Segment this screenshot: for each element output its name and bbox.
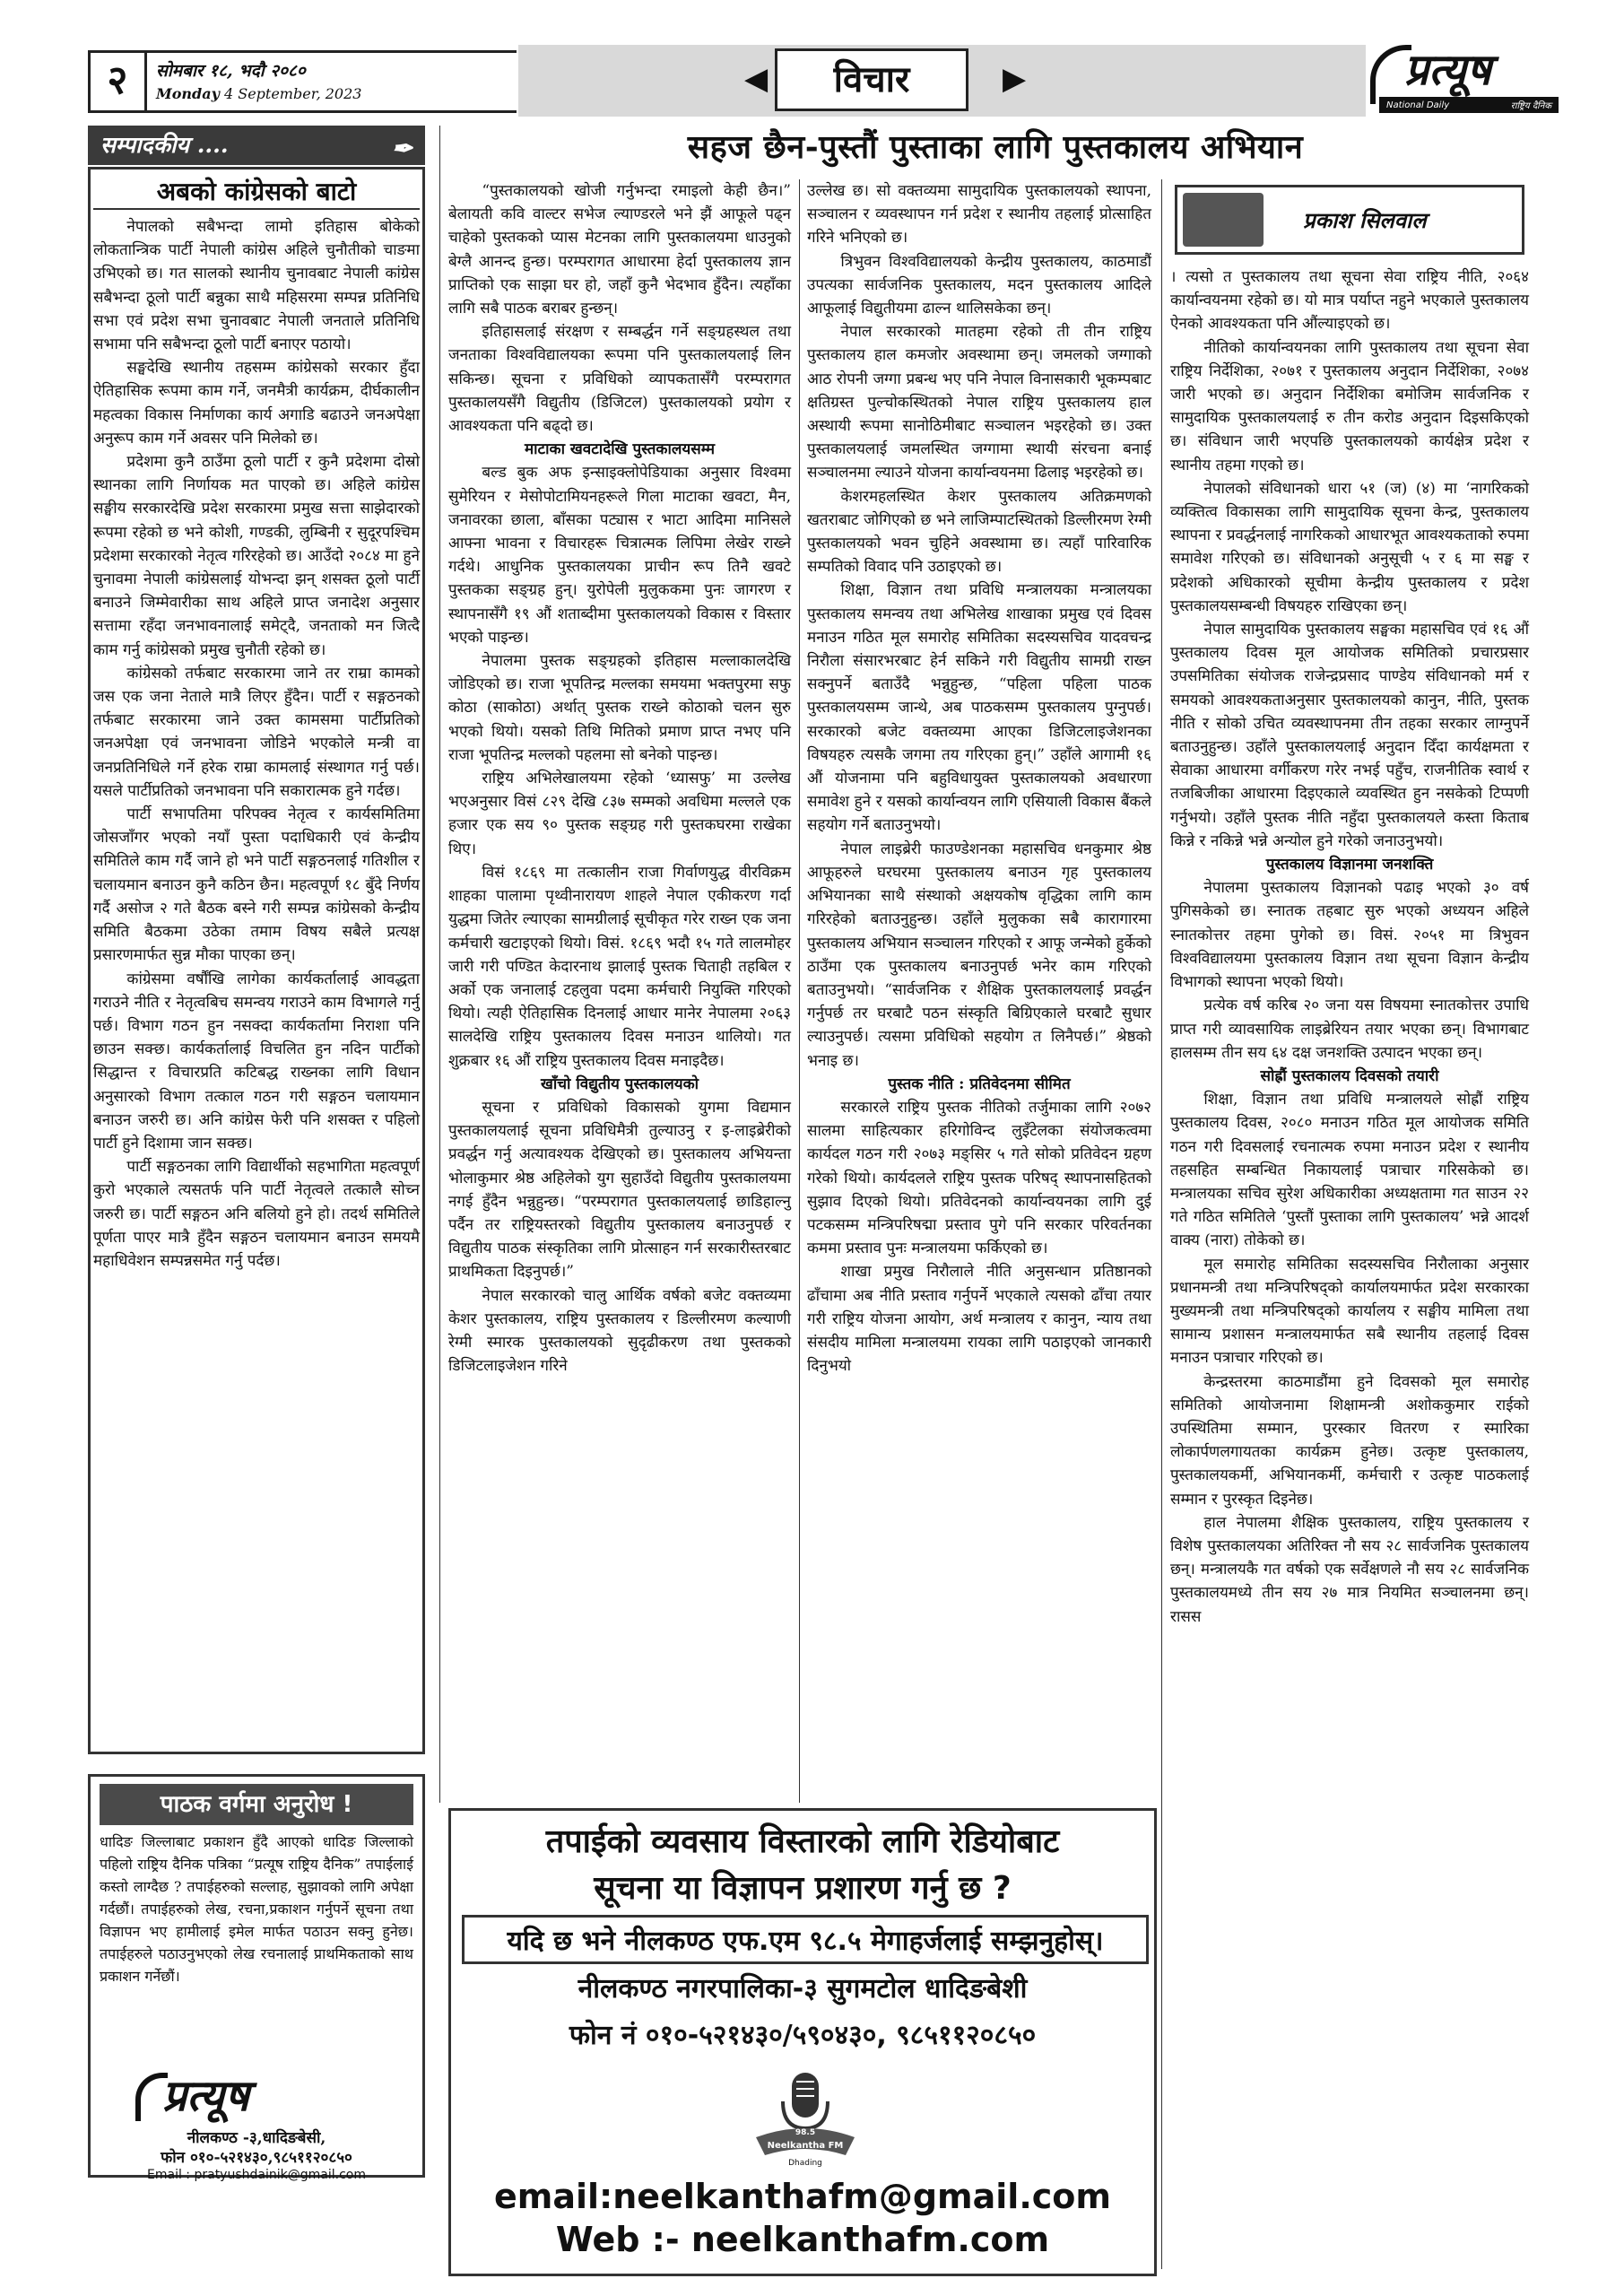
page-number: २ (88, 50, 147, 113)
article-paragraph: नेपालको संविधानको धारा ५१ (ज) (४) मा ‘नागरिकको व्यक्तित्व विकासका लागि सामुदायिक सूचना केन्द्र, पुस्तकालय स्थापना र प्रवर्द्धनलाई नागरिकको आधारभूत आवश्यकताको रुपमा समावेश गरिएको छ। संविधानको अनुसूची ५ र ६ मा सङ्घ र प्रदेशको अधिकारको सूचीमा केन्द्रीय पुस्तकालय र प्रदेश पुस्तकालयसम्बन्धी विषयहरु राखिएका छन्। (1170, 479, 1529, 615)
column-divider (1161, 179, 1162, 2269)
article-subheading: पुस्तक नीति : प्रतिवेदनमा सीमित (888, 1074, 1071, 1093)
article-paragraph: हाल नेपालमा शैक्षिक पुस्तकालय, राष्ट्रिय पुस्तकालय र विशेष पुस्तकालयका अतिरिक्त नौ सय २८ सार्वजनिक पुस्तकालय छन्। मन्त्रालयकै गत वर्षको एक सर्वेक्षणले नौ सय २८ सार्वजनिक पुस्तकालयमध्ये तीन सय २७ मात्र नियमित सञ्चालनमा छन्। रासस (1170, 1513, 1529, 1626)
editorial-body (93, 215, 420, 1273)
article-paragraph: उल्लेख छ। सो वक्तव्यमा सामुदायिक पुस्तकालयको स्थापना, सञ्चालन र व्यवस्थापन गर्न प्रदेश र स्थानीय तहलाई प्रोत्साहित गरिने भनिएको छ। (807, 182, 1151, 248)
article-paragraph: केशरमहलस्थित केशर पुस्तकालय अतिक्रमणको खतराबाट जोगिएको छ भने लाजिम्पाटस्थितको डिल्लीरमण रेग्मी पुस्तकालयको भवन चुहिने अवस्थामा छ। त्यहाँ पारिवारिक सम्पतिको विवाद पनि उठाइएको छ। (807, 487, 1151, 577)
editorial-label: सम्पादकीय .... (100, 132, 229, 158)
article-paragraph: सूचना र प्रविधिको विकासको युगमा विद्यमान पुस्तकालयलाई सूचना प्रविधिमैत्री तुल्याउनु र इ-लाइब्रेरीको प्रवर्द्धन गर्नु अत्यावश्यक देखिएको छ। पुस्तकालय अभियन्ता भोलाकुमार श्रेष्ठ अहिलेको युग सुहाउँदो विद्युतीय पुस्तकालयमा नगई हुँदैन भन्नुहुन्छ। “परम्परागत पुस्तकालयलाई छाडिहाल्नु पर्दैन तर राष्ट्रियस्तरको विद्युतीय पुस्तकालय बनाउनुपर्छ र विद्युतीय पाठक संस्कृतिका लागि प्रोत्साहन गर्न सरकारीस्तरबाट प्राथमिकता दिइनुपर्छ।” (448, 1098, 791, 1282)
article-paragraph: सरकारले राष्ट्रिय पुस्तक नीतिको तर्जुमाका लागि २०७२ सालमा साहित्यकार हरिगोविन्द लुइँटेलका संयोजकत्वमा कार्यदल गठन गरी २०७३ मङ्सिर ५ गते सोको प्रतिवेदन ग्रहण गरेको थियो। कार्यदलले राष्ट्रिय पुस्तक परिषद् स्थापनासहितको सुझाव दिएको थियो। प्रतिवेदनको कार्यान्वयनका लागि दुई पटकसम्म मन्त्रिपरिषद्मा प्रस्ताव पुगे पनि सरकार परिवर्तनका कममा प्रस्ताव पुनः मन्त्रालयमा फर्किएको छ। (807, 1098, 1151, 1258)
article-paragraph: प्रत्येक वर्ष करिब २० जना यस विषयमा स्नातकोत्तर उपाधि प्राप्त गरी व्यावसायिक लाइब्रेरियन तयार भएका छन्। विभागबाट हालसम्म तीन सय ६४ दक्ष जनशक्ति उत्पादन भएका छन्। (1170, 996, 1529, 1062)
author-photo (1183, 193, 1264, 247)
notice-address-block (100, 2128, 413, 2168)
column-divider (439, 126, 440, 1803)
article-paragraph: त्रिभुवन विश्वविद्यालयको केन्द्रीय पुस्तकालय, काठमाडौं उपत्यका सार्वजनिक पुस्तकालय, मदन पुस्तकालय आदिले आफूलाई विद्युतीयमा ढाल्न थालिसकेका छन्। (807, 252, 1151, 318)
ad-email: email:neelkanthafm@gmail.com (494, 2177, 1111, 2216)
article-paragraph: । त्यसो त पुस्तकालय तथा सूचना सेवा राष्ट्रिय नीति, २०६४ कार्यान्वयनमा रहेको छ। यो मात्र पर्याप्त नहुने भएकाले पुस्तकालय ऐनको आवश्यकता पनि औंल्याइएको छ। (1170, 268, 1529, 334)
ad-line-4: नीलकण्ठ नगरपालिका-३ सुगमटोल धादिङबेशी (578, 1973, 1028, 2005)
radio-logo-label: Neelkantha FM (767, 2141, 844, 2151)
article-paragraph: बल्ड बुक अफ इन्साइक्लोपेडियाका अनुसार विश्वमा सुमेरियन र मेसोपोटामियनहरूले गिला माटाका खवटा, मैन, जनावरका छाला, बाँसका पट्यास र भाटा आदिमा मानिसले आफ्ना भावना र विचारहरू चित्रात्मक लिपिमा लेखेर राख्ने गर्दथे। आधुनिक पुस्तकालयका प्राचीन रूप तिनै खवटे पुस्तकका सङ्ग्रह हुन्। युरोपेली मुलुककमा पुनः जागरण र स्थापनासँगै १९ औं शताब्दीमा पुस्तकालयको विकास र विस्तार भएको पाइन्छ। (448, 464, 791, 647)
column-divider (799, 179, 800, 1803)
author-name: प्रकाश सिलवाल (1303, 207, 1427, 233)
editorial-paragraph: पार्टी सङ्गठनका लागि विद्यार्थीको सहभागिता महत्वपूर्ण कुरो भएकाले त्यसतर्फ पनि पार्टी नेतृत्वले तत्कालै सोच्न जरुरी छ। पार्टी सङ्गठन अनि बलियो हुने हो। तदर्थ समितिले पूर्णता पाएर मात्रै हुँदैन सङ्गठन चलायमान बनाउन समयमै महाधिवेशन सम्पन्नसमेत गर्नु पर्दछ। (93, 1158, 420, 1270)
article-paragraph: नेपाल सरकारको मातहमा रहेको ती तीन राष्ट्रिय पुस्तकालय हाल कमजोर अवस्थामा छन्। जमलको जग्गाको आठ रोपनी जग्गा प्रबन्ध भए पनि नेपाल विनासकारी भूकम्पबाट क्षतिग्रस्त पुल्चोकस्थितको नेपाल राष्ट्रिय पुस्तकालय हाल अस्थायी रूपमा सानोठिमीबाट सञ्चालन भइरहेको छ। उक्त पुस्तकालयलाई जमलस्थित जग्गामा स्थायी संरचना बनाई सञ्चालनमा ल्याउने योजना कार्यान्वयनमा ढिलाइ भइरहेको छ। (807, 323, 1151, 483)
ad-line-5: फोन नं ०१०-५२१४३०/५९०४३०, ९८५११२०८५० (569, 2020, 1037, 2051)
article-subheading: माटाका खवटादेखि पुस्तकालयसम्म (524, 440, 716, 459)
article-paragraph: नेपाल सरकारको चालु आर्थिक वर्षको बजेट वक्तव्यमा केशर पुस्तकालय, राष्ट्रिय पुस्तकालय र डिल्लीरमण कल्याणी रेग्मी स्मारक पुस्तकालयको सुदृढीकरण तथा पुस्तकको डिजिटलाइजेशन गरिने (448, 1286, 791, 1376)
article-paragraph: नेपालमा पुस्तक सङ्ग्रहको इतिहास मल्लाकालदेखि जोडिएको छ। राजा भूपतिन्द्र मल्लका समयमा भक्तपुरमा सफु कोठा (साकोठा) अर्थात् पुस्तक राख्ने कोठाको चलन सुरु भएको थियो। यसको तिथि मितिको प्रमाण प्राप्त नभए पनि राजा भूपतिन्द्र मल्लको पहलमा सो बनेको पाइन्छ। (448, 652, 791, 764)
editorial-rule (93, 208, 420, 210)
masthead (88, 43, 1551, 124)
logo-text: प्रत्यूष (1404, 45, 1491, 95)
article-paragraph: केन्द्रस्तरमा काठमाडौंमा हुने दिवसको मूल समारोह समितिको आयोजनामा शिक्षामन्त्री अशोककुमार राईको उपस्थितिमा सम्मान, पुरस्कार वितरण र स्मारिका लोकार्पणलगायतका कार्यक्रम हुनेछ। उत्कृष्ट पुस्तकालय, पुस्तकालयकर्मी, अभियानकर्मी, कर्मचारी र उत्कृष्ट पाठकलाई सम्मान र पुरस्कृत दिइनेछ। (1170, 1372, 1529, 1509)
logo-sub-right: राष्ट्रिय दैनिक (1510, 101, 1551, 111)
editorial-header (88, 126, 425, 165)
pen-icon: ✒ (391, 134, 413, 163)
article-paragraph: मूल समारोह समितिका सदस्यसचिव निरौलाका अनुसार प्रधानमन्त्री तथा मन्त्रिपरिषद्को कार्यालयमार्फत प्रदेश सरकारका मुख्यमन्त्री तथा मन्त्रिपरिषद्को कार्यालय र सङ्घीय मामिला तथा सामान्य प्रशासन मन्त्रालयमार्फत सबै स्थानीय तहलाई दिवस मनाउन पत्राचार गरिएको छ। (1170, 1255, 1529, 1368)
article-paragraph: शिक्षा, विज्ञान तथा प्रविधि मन्त्रालयका मन्त्रालयका पुस्तकालय समन्वय तथा अभिलेख शाखाका प्रमुख एवं दिवस मनाउन गठित मूल समारोह समितिका सदस्यसचिव यादवचन्द्र निरौला संसारभरबाट हेर्न सकिने गरी विद्युतीय सामग्री राख्न सक्नुपर्ने बताउँदै भन्नुहुन्छ, “पहिला पहिला पाठक पुस्तकालयसम्म जान्थे, अब पाठकसम्म पुस्तकालय पुग्नुपर्छ। सरकारको बजेट वक्तव्यमा आएका डिजिटलाइजेशनका विषयहरु त्यसकै जगमा तय गरिएका हुन्।” उहाँले आगामी १६ औं योजनामा पनि बहुविधायुक्त पुस्तकालयको अवधारणा समावेश हुने र यसको कार्यान्वयन लागि एसियाली विकास बैंकले सहयोग गर्ने बताउनुभयो। (807, 581, 1151, 835)
editorial-paragraph: कांग्रेसमा वर्षौंखि लागेका कार्यकर्तालाई आवद्धता गराउने नीति र नेतृत्वबिच समन्वय गराउने काम विभागले गर्नु पर्छ। विभाग गठन हुन नसक्दा कार्यकर्तामा निराशा पनि छाउन सक्छ। कार्यकर्तालाई विचलित हुन नदिन पार्टीको सिद्धान्त र विचारप्रति कटिबद्ध राख्नका लागि विधान अनुसारको विभाग तत्काल गठन गरी सङ्गठन चलायमान बनाउन जरुरी छ। अनि कांग्रेस फेरी पनि शसक्त र पहिलो पार्टी हुने दिशामा जान सक्छ। (93, 970, 420, 1152)
arrow-right-icon: ▶ (1003, 61, 1027, 97)
article-subheading: पुस्तकालय विज्ञानमा जनशक्ति (1265, 856, 1434, 874)
ad-line-3: यदि छ भने नीलकण्ठ एफ.एम ९८.५ मेगाहर्जलाई सम्झनुहोस्। (462, 1915, 1149, 1964)
notice-email: Email : pratyushdainik@gmail.com (147, 2168, 366, 2182)
reader-notice-body: धादिङ जिल्लाबाट प्रकाशन हुँदै आएको धादिङ जिल्लाको पहिलो राष्ट्रिय दैनिक पत्रिका “प्रत्यूष राष्ट्रिय दैनिक” तपाईलाई कस्तो लाग्दैछ ? तपाईहरुको सल्लाह, सुझावको लागि अपेक्षा गर्दछौं। तपाईहरुको लेख, रचना,प्रकाशन गर्नुपर्ने सूचना तथा विज्ञापन भए हामीलाई इमेल मार्फत पठाउन सक्नु हुनेछ। तपाईहरुले पठाउनुभएको लेख रचनालाई प्राथमिकताको साथ प्रकाशन गर्नेछौं। (100, 1833, 413, 1985)
article-paragraph: राष्ट्रिय अभिलेखालयमा रहेको ‘ध्यासफु’ मा उल्लेख भएअनुसार विसं ८२९ देखि ८३७ सम्मको अवधिमा मल्लले एक हजार एक सय ९० पुस्तक सङ्ग्रह गरी पुस्तकघरमा राखेका थिए। (448, 770, 791, 858)
article-paragraph: विसं १८६९ मा तत्कालीन राजा गिर्वाणयुद्ध वीरविक्रम शाहका पालामा पृथ्वीनारायण शाहले नेपाल एकीकरण गर्दा युद्धमा जितेर ल्याएका सामग्रीलाई सूचीकृत गरेर राख्न एक जना कर्मचारी खटाइएको थियो। विसं. १८६९ भदौ १५ गते लालमोहर जारी गरी पण्डित केदारनाथ झालाई पुस्तक चिताही तहबिल र अर्को एक जनालाई टहलुवा पदमा कर्मचारी नियुक्ति गरिएको थियो। त्यही ऐतिहासिक दिनलाई आधार मानेर नेपालमा २०६३ सालदेखि राष्ट्रिय पुस्तकालय दिवस मनाउन थालियो। गत शुक्रबार १६ औं राष्ट्रिय पुस्तकालय दिवस मनाइदैछ। (448, 863, 791, 1070)
article-paragraph: नेपालमा पुस्तकालय विज्ञानको पढाइ भएको ३० वर्ष पुगिसकेको छ। स्नातक तहबाट सुरु भएको अध्ययन अहिले स्नातकोत्तर तहमा पुगेको छ। विसं. २०५१ मा त्रिभुवन विश्वविद्यालयमा पुस्तकालय विज्ञान तथा सूचना विज्ञान केन्द्रीय विभागको स्थापना भएको थियो। (1170, 879, 1529, 992)
notice-address: नीलकण्ठ -३,धादिङबेसी, (187, 2129, 326, 2147)
ad-line-2: सूचना या विज्ञापन प्रशारण गर्नु छ ? (594, 1870, 1012, 1907)
date-english-day: Monday (156, 85, 220, 102)
article-paragraph: नेपाल लाइब्रेरी फाउण्डेशनका महासचिव धनकुमार श्रेष्ठ आफूहरुले घरघरमा पुस्तकालय बनाउन गृह पुस्तकालय अभियानका साथै संस्थाको अक्षयकोष वृद्धिका लागि काम गरिरहेको बताउनुहुन्छ। उहाँले मुलुकका सबै कारागारमा पुस्तकालय अभियान सञ्चालन गरिएको र आफू जन्मेको हुर्केको ठाउँमा एक पुस्तकालय बनाउनुपर्छ भनेर काम गरिएको बताउनुभयो। “सार्वजनिक र शैक्षिक पुस्तकालयलाई प्रवर्द्धन गर्नुपर्छ तर घरबाटै पठन संस्कृति बिग्रिएकाले घरबाटै सुधार ल्याउनुपर्छ। त्यसमा प्रविधिको सहयोग त लिनैपर्छ।” श्रेष्ठको भनाइ छ। (807, 839, 1151, 1070)
newspaper-logo (1370, 43, 1560, 117)
reader-notice-heading: पाठक वर्गमा अनुरोध ! (100, 1784, 413, 1825)
ad-line-1: तपाईको व्यवसाय विस्तारको लागि रेडियोबाट (545, 1823, 1060, 1860)
notice-logo-text: प्रत्यूष (162, 2071, 249, 2121)
article-paragraph: “पुस्तकालयको खोजी गर्नुभन्दा रमाइलो केही छैन।” बेलायती कवि वाल्टर सभेज ल्याण्डरले भने झैं आफूले पढ्न चाहेको पुस्तकको प्यास मेटनका लागि पुस्तकालयमा धाउनुको बेग्लै आनन्द हुन्छ। परम्परागत आधारमा हेर्दा पुस्तकालय ज्ञान प्राप्तिको एक साझा घर हो, जहाँ कुनै भेदभाव हुँदैन। त्यहाँका लागि सबै पाठक बराबर हुन्छन्। (448, 182, 791, 318)
article-subheading: सोह्रौं पुस्तकालय दिवसको तयारी (1260, 1066, 1439, 1085)
article-paragraph: नीतिको कार्यान्वयनका लागि पुस्तकालय तथा सूचना सेवा राष्ट्रिय निर्देशिका, २०७१ र पुस्तकालय अनुदान निर्देशिका, २०७४ जारी भएको छ। अनुदान निर्देशिका बमोजिम सार्वजनिक र सामुदायिक पुस्तकालयलाई रु तीन करोड अनुदान दिइसकिएको छ। संविधान जारी भएपछि पुस्तकालयको कार्यक्षेत्र प्रदेश र स्थानीय तहमा गएको छ। (1170, 338, 1529, 474)
article-subheading: खाँचो विद्युतीय पुस्तकालयको (540, 1074, 699, 1093)
article-paragraph: इतिहासलाई संरक्षण र सम्बर्द्धन गर्ने सङ्ग्रहस्थल तथा जनताका विश्वविद्यालयका रूपमा पनि पुस्तकालयलाई लिन सकिन्छ। सूचना र प्रविधिको व्यापकतासँगै परम्परागत पुस्तकालयसँगै विद्युतीय (डिजिटल) पुस्तकालयको प्रयोग र आवश्यकता पनि बढ्दो छ। (448, 323, 791, 436)
date-box (147, 50, 517, 113)
date-nepali: सोमबार १८, भदौ २०८० (156, 61, 306, 81)
radio-logo-place: Dhading (788, 2159, 822, 2168)
logo-bar (1379, 97, 1559, 113)
date-english (156, 85, 361, 102)
section-title: विचार (775, 48, 968, 111)
article-paragraph: नेपाल सामुदायिक पुस्तकालय सङ्घका महासचिव एवं १६ औं पुस्तकालय दिवस मूल आयोजक समितिको प्रचारप्रसार उपसमितिका संयोजक राजेन्द्रप्रसाद पाण्डेय संविधानको मर्म र समयको आवश्यकताअनुसार पुस्तकालयको कानुन, नीति, पुस्तक नीति र सोको उचित व्यवस्थापनमा तीन तहका सरकार लाग्नुपर्ने बताउनुहुन्छ। उहाँले पुस्तकालयलाई अनुदान दिँदा कार्यक्षमता र सेवाका आधारमा वर्गीकरण गरेर नभई पहुँच, राजनीतिक स्वार्थ र तजबिजीका आधारमा दिइएकाले व्यवस्थित हुन नसकेको टिप्पणी गर्नुभयो। उहाँले पुस्तक नीति नहुँदा पुस्तकालयले कस्ता किताब किन्ने र नकिन्ने भन्ने अन्योल हुने गरेको जनाउनुभयो। (1170, 621, 1529, 850)
author-box (1175, 185, 1524, 255)
section-band (518, 45, 1366, 117)
editorial-title: अबको कांग्रेसको बाटो (156, 177, 357, 206)
editorial-paragraph: कांग्रेसको तर्फबाट सरकारमा जाने तर राम्रा कामको जस एक जना नेताले मात्रै लिएर हुँदैन। पार्टी र सङ्गठनको तर्फबाट सरकारमा जाने उक्त कामसमा पार्टीप्रतिको जनअपेक्षा एवं जनभावना जोडिने भएकोले मन्त्री वा जनप्रतिनिधिले गर्ने हरेक राम्रा कामलाई संस्थागत गर्नु पर्छ। यसले पार्टीप्रतिको जनभावना पनि सकारात्मक हुने गर्दछ। (93, 664, 420, 800)
editorial-paragraph: नेपालको सबैभन्दा लामो इतिहास बोकेको लोकतान्त्रिक पार्टी नेपाली कांग्रेस अहिले चुनौतीको चाङमा उभिएको छ। गत सालको स्थानीय चुनावबाट नेपाली कांग्रेस सबैभन्दा ठूलो पार्टी बन्नुका साथै महिसरमा सम्पन्न प्रतिनिधि सभा एवं प्रदेश सभा चुनावबाट नेपाली जनताले प्रतिनिधि सभामा पनि सबैभन्दा ठूलो पार्टी बनाएर पठायो। (93, 218, 420, 354)
article-headline: सहज छैन-पुस्तौं पुस्ताका लागि पुस्तकालय अभियान (687, 128, 1304, 166)
article-column-3 (1170, 265, 1529, 1629)
editorial-paragraph: सङ्घदेखि स्थानीय तहसम्म कांग्रेसको सरकार हुँदा ऐतिहासिक रूपमा काम गर्ने, जनमैत्री कार्यक्रम, दीर्घकालीन महत्वका विकास निर्माणका कार्य अगाडि बढाउने जनअपेक्षा अनुरूप काम गर्ने अवसर पनि मिलेको छ। (93, 359, 420, 448)
editorial-paragraph: प्रदेशमा कुनै ठाउँमा ठूलो पार्टी र कुनै प्रदेशमा दोस्रो स्थानका लागि निर्णायक मत पाएको छ। अहिले कांग्रेस सङ्घीय सरकारदेखि प्रदेश सरकारमा प्रमुख सत्ता साझेदारको रूपमा रहेको छ भने कोशी, गण्डकी, लुम्बिनी र सुदूरपश्चिम प्रदेशमा सरकारको नेतृत्व गरिरहेको छ। आउँदो २०८४ मा हुने चुनावमा नेपाली कांग्रेसलाई योभन्दा झन् शसक्त ठूलो पार्टी बनाउने जिम्मेवारीका साथ अहिले प्राप्त जनादेश अनुसार सत्तामा रहँदा जनभावनालाई समेट्दै, जनताको मन जित्दै काम गर्नु कांग्रेसको प्रमुख चुनौती रहेको छ। (93, 453, 420, 659)
article-paragraph: शिक्षा, विज्ञान तथा प्रविधि मन्त्रालयले सोह्रौं राष्ट्रिय पुस्तकालय दिवस, २०८० मनाउन गठित मूल आयोजक समिति गठन गरी दिवसलाई रचनात्मक रुपमा मनाउन प्रदेश र स्थानीय तहसहित सम्बन्धित निकायलाई पत्राचार गरिसकेको छ। मन्त्रालयका सचिव सुरेश अधिकारीका अध्यक्षतामा गत साउन २२ गते गठित समितिले ‘पुस्तौं पुस्ताका लागि पुस्तकालय’ भन्ने आदर्श वाक्य (नारा) तोकेको छ। (1170, 1091, 1529, 1250)
arrow-left-icon: ◀ (744, 61, 769, 97)
radio-logo (747, 2066, 864, 2173)
reader-notice (88, 1774, 425, 2182)
radio-advertisement (448, 1808, 1157, 2276)
notice-phone: फोन ०१०-५२१४३०,९८५११२०८५० (161, 2149, 352, 2167)
microphone-icon (747, 2066, 864, 2173)
article-column-2 (807, 179, 1151, 1378)
logo-sub-left: National Daily (1386, 100, 1450, 110)
date-english-date: 4 September, 2023 (223, 85, 362, 102)
ad-web: Web :- neelkanthafm.com (555, 2220, 1050, 2259)
article-paragraph: शाखा प्रमुख निरौलाले नीति अनुसन्धान प्रतिष्ठानको ढाँचामा अब नीति प्रस्ताव गर्नुपर्ने भएकाले त्यसको ढाँचा तयार गरी राष्ट्रिय योजना आयोग, अर्थ मन्त्रालय र कानुन, न्याय तथा संसदीय मामिला मन्त्रालयमा रायका लागि पठाइएको जानकारी दिनुभयो (807, 1263, 1151, 1376)
editorial-paragraph: पार्टी सभापतिमा परिपक्व नेतृत्व र कार्यसमितिमा जोसजाँगर भएको नयाँ पुस्ता पदाधिकारी एवं केन्द्रीय समितिले काम गर्दै जाने हो भने पार्टी सङ्गठनलाई गतिशील र चलायमान बनाउन कुनै कठिन छैन। महत्वपूर्ण १८ बुँदे निर्णय गर्दै असोज २ गते बैठक बस्ने गरी सम्पन्न कांग्रेसको केन्द्रीय समिति बैठकमा उठेका तमाम विषय सबैले प्रत्यक्ष प्रसारणमार्फत सुन्न मौका पाएका छन्। (93, 805, 420, 965)
article-column-1 (448, 179, 791, 1378)
radio-logo-freq: 98.5 (795, 2128, 816, 2137)
